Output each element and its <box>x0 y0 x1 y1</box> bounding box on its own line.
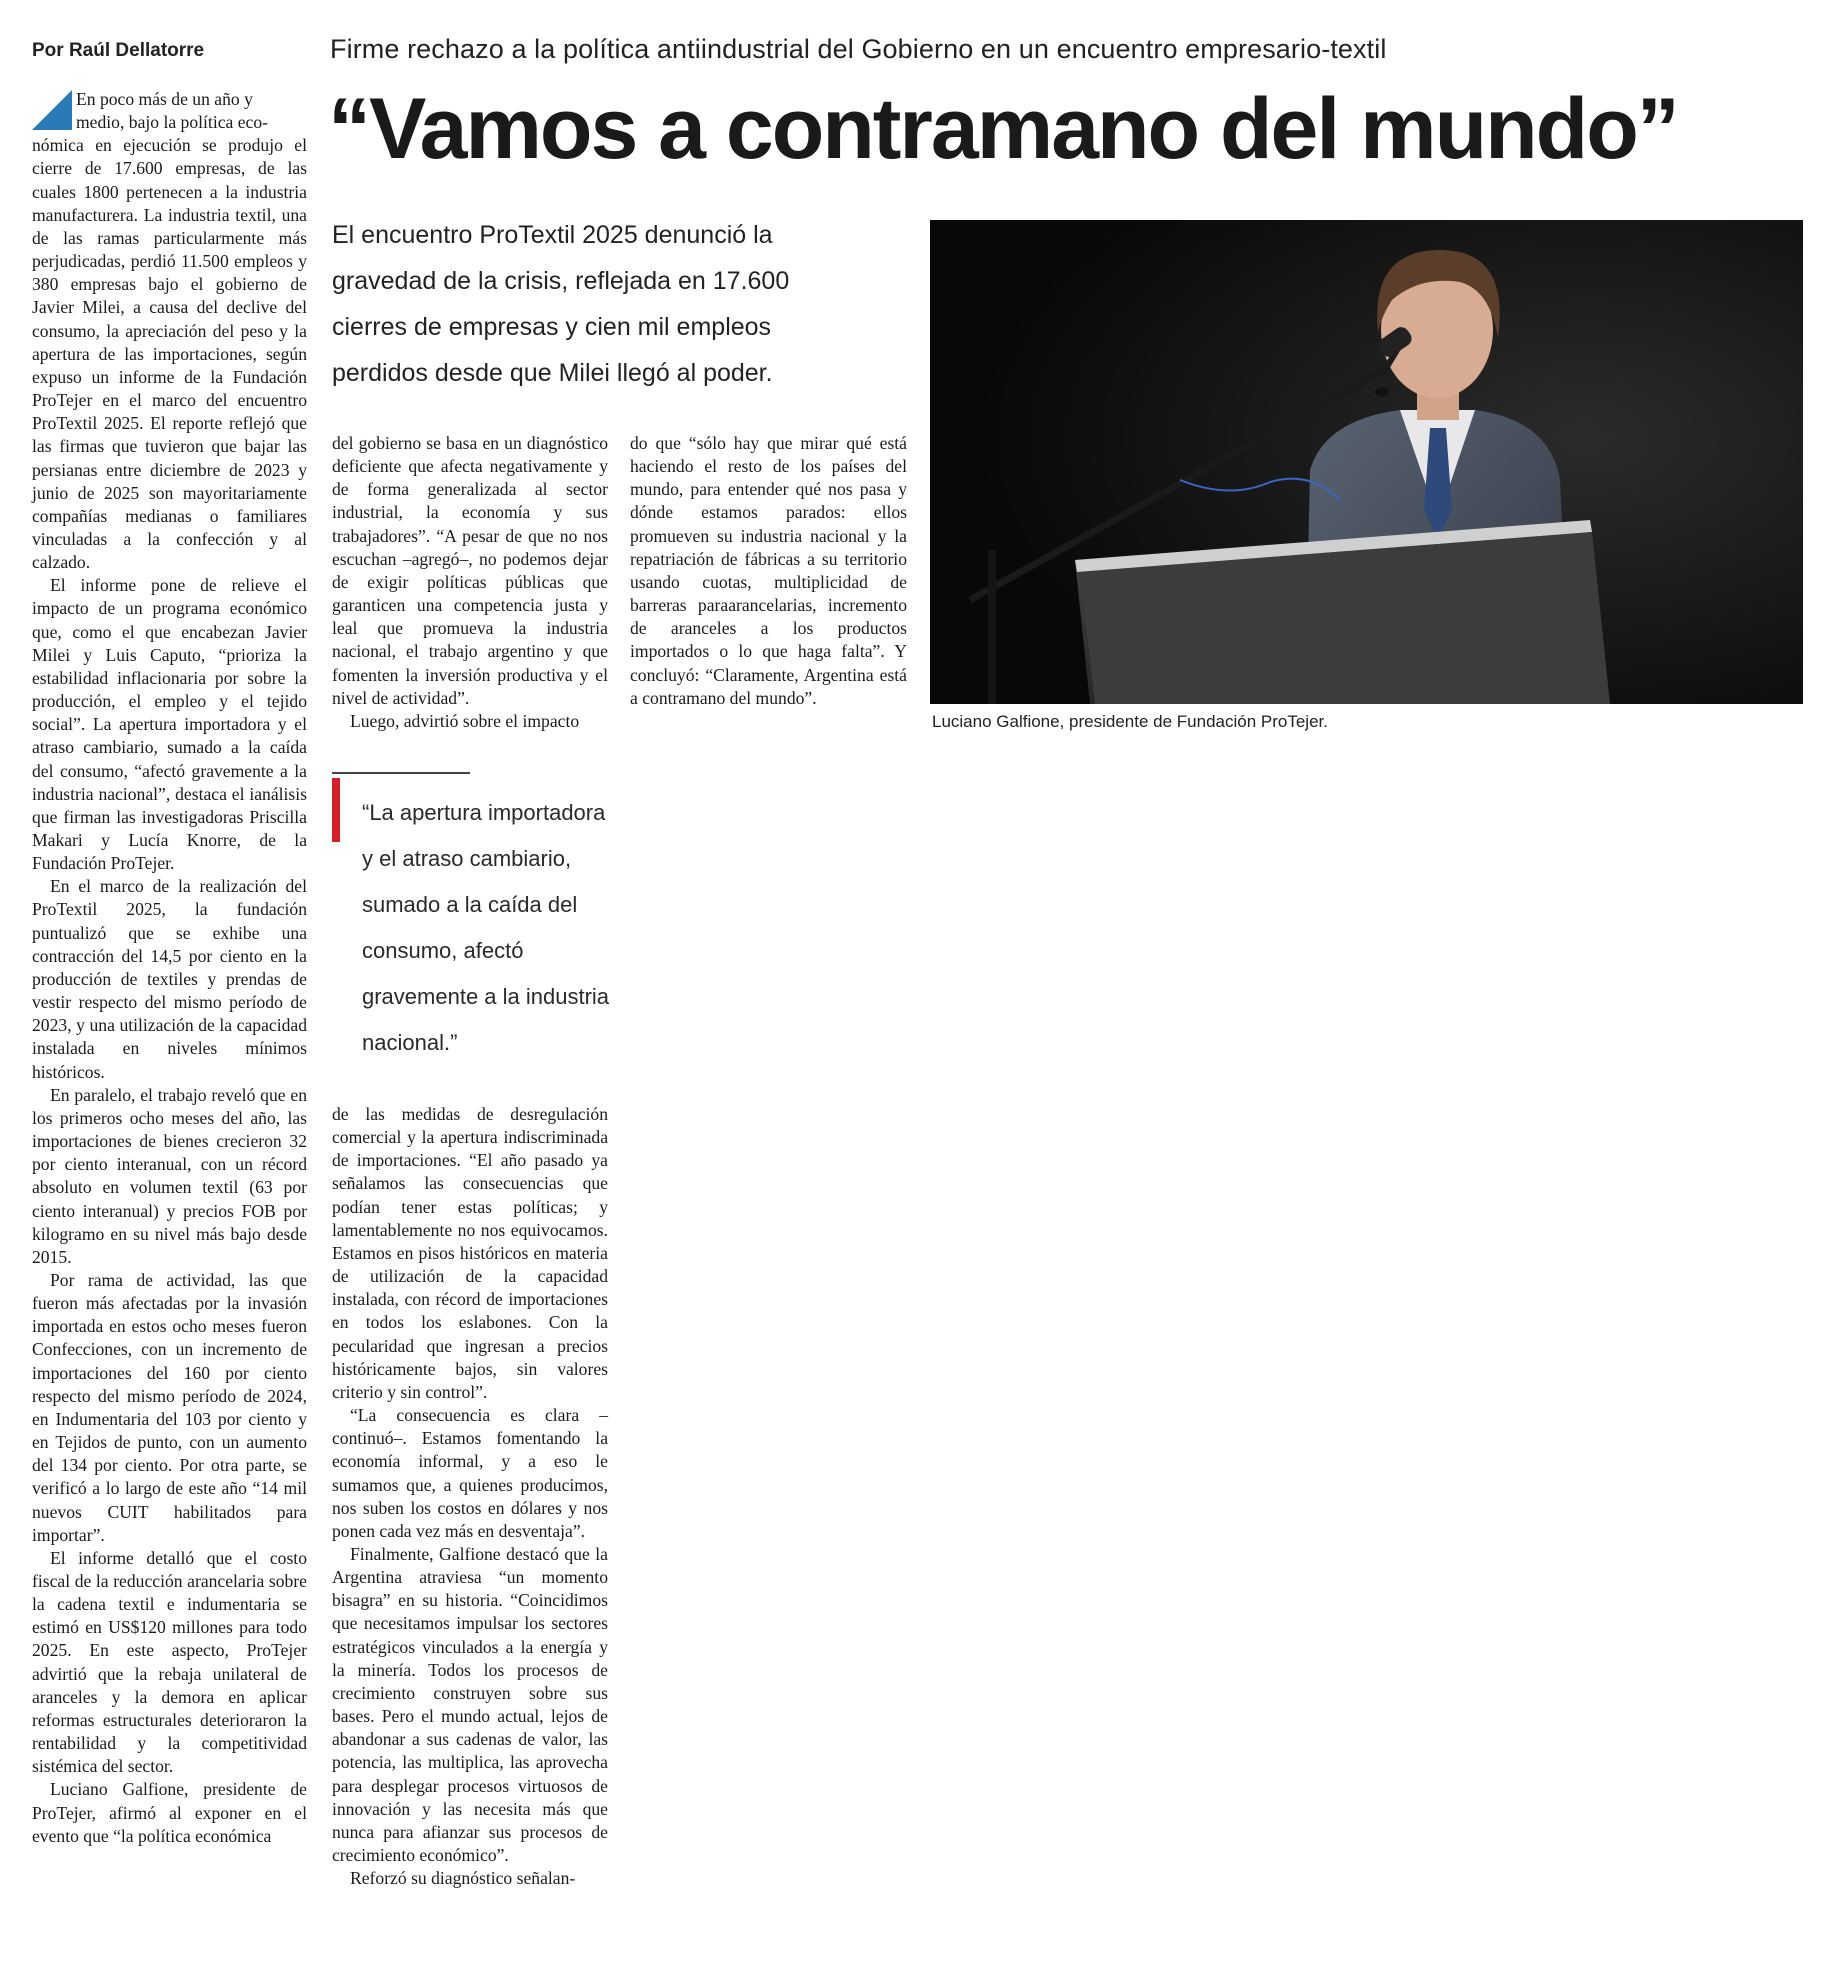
article-column-1 <box>32 88 307 1848</box>
pull-quote-rule <box>332 772 470 774</box>
col2-paragraph-1: del gobierno se basa en un diagnóstico deficiente que afecta negativamente y de forma generalizada al sector industrial, la economía y sus trabajadores”. “A pesar de que no nos escuchan –agregó–, no podemos dejar de exigir políticas públicas que garanticen una competencia justa y leal que promueva la industria nacional, el trabajo argentino y que fomenten la inversión productiva y el nivel de actividad”. <box>332 433 608 708</box>
headline: “Vamos a contramano del mundo” <box>328 81 1678 177</box>
col1-paragraph-1: nómica en ejecución se produjo el cierre de 17.600 empresas, de las cuales 1800 pertenecen a la industria manufacturera. La industria textil, una de las ramas particularmente más perjudicadas, perdió 11.500 empleos y 380 empresas bajo el gobierno de Javier Milei, a causa del declive del consumo, la apreciación del peso y la apertura de las importaciones, según expuso un informe de la Fundación ProTejer en el marco del encuentro ProTextil 2025. El reporte reflejó que las firmas que tuvieron que bajar las persianas entre diciembre de 2023 y junio de 2025 son mayoritariamente compañías medianas o familiares vinculadas a la confección y al calzado. <box>32 135 307 573</box>
article-column-2-top <box>332 432 608 733</box>
col1-paragraph-3: En el marco de la realización del ProTextil 2025, la fundación puntualizó que se exhibe una contracción del 14,5 por ciento en la producción de textiles y prendas de vestir respecto del mismo período de 2023, y una utilización de la capacidad instalada en niveles mínimos históricos. <box>32 876 307 1082</box>
col1-paragraph-4: En paralelo, el trabajo reveló que en los primeros ocho meses del año, las importaciones de bienes crecieron 32 por ciento interanual, con un récord absoluto en volumen textil (63 por ciento interanual) y precios FOB por kilogramo en su nivel más bajo desde 2015. <box>32 1084 307 1267</box>
article-column-2-bottom <box>332 1103 608 1890</box>
pull-quote-accent-bar <box>332 778 340 842</box>
kicker: Firme rechazo a la política antiindustrial del Gobierno en un encuentro empresario-textil <box>330 34 1387 64</box>
col1-paragraph-7: Luciano Galfione, presidente de ProTejer, afirmó al exponer en el evento que “la política económica <box>32 1779 307 1846</box>
pull-quote: “La apertura importadora y el atraso cambiario, sumado a la caída del consumo, afectó gravemente a la industria nacional.” <box>362 800 610 1055</box>
col1-second-line: medio, bajo la política eco- <box>76 112 268 133</box>
lede: El encuentro ProTextil 2025 denunció la gravedad de la crisis, reflejada en 17.600 cierres de empresas y cien mil empleos perdidos desde que Milei llegó al poder. <box>332 221 790 387</box>
col2-paragraph-3: de las medidas de desregulación comercial y la apertura indiscriminada de importaciones. “El año pasado ya señalamos las consecuencias que podían tener estas políticas; y lamentablemente no nos equivocamos. Estamos en pisos históricos en materia de utilización de la capacidad instalada, con récord de importaciones en todos los eslabones. Con la pecularidad que ingresan a precios históricamente bajos, sin valores criterio y sin control”. <box>332 1104 608 1402</box>
col3-paragraph-1: do que “sólo hay que mirar qué está haciendo el resto de los países del mundo, para entender qué nos pasa y dónde estamos parados: ellos promueven su industria nacional y la repatriación de fábricas a su territorio usando cuotas, multiplicidad de barreras paraarancelarias, incremento de aranceles a los productos importados o lo que haga falta”. Y concluyó: “Claramente, Argentina está a contramano del mundo”. <box>630 433 907 708</box>
speaker-photo <box>930 220 1803 704</box>
article-column-3 <box>630 432 907 710</box>
col1-paragraph-2: El informe pone de relieve el impacto de un programa económico que, como el que encabezan Javier Milei y Luis Caputo, “prioriza la estabilidad inflacionaria por sobre la producción, el empleo y el tejido social”. La apertura importadora y el atraso cambiario, sumado a la caída del consumo, “afectó gravemente a la industria nacional”, destaca el ianálisis que firman las investigadoras Priscilla Makari y Lucía Knorre, de la Fundación ProTejer. <box>32 575 307 874</box>
col1-paragraph-6: El informe detalló que el costo fiscal de la reducción arancelaria sobre la cadena textil e indumentaria se estimó en US$120 millones para todo 2025. En este aspecto, ProTejer advirtió que la rebaja unilateral de aranceles y la demora en aplicar reformas estructurales deterioraron la rentabilidad y la competitividad sistémica del sector. <box>32 1547 307 1777</box>
photo-caption: Luciano Galfione, presidente de Fundación ProTejer. <box>932 712 1328 731</box>
speaker-illustration <box>930 220 1803 704</box>
col1-paragraph-5: Por rama de actividad, las que fueron más afectadas por la invasión importada en estos ocho meses fueron Confecciones, con un incremento de importaciones del 160 por ciento respecto del mismo período de 2024, en Indumentaria del 103 por ciento y en Tejidos de punto, con un aumento del 134 por ciento. Por otra parte, se verificó a lo largo de este año “14 mil nuevos CUIT habilitados para importar”. <box>32 1269 307 1545</box>
col2-paragraph-2: Luego, advirtió sobre el impacto <box>350 710 580 731</box>
col2-paragraph-5: Finalmente, Galfione destacó que la Argentina atraviesa “un momento bisagra” en su historia. “Coincidimos que necesitamos impulsar los sectores estratégicos vinculados a la energía y la minería. Todos los procesos de crecimiento construyen sobre sus bases. Pero el mundo actual, lejos de abandonar a sus cadenas de valor, las potencia, las multiplica, las aprovecha para desplegar procesos virtuosos de innovación y las necesita más que nunca para afianzar sus procesos de crecimiento económico”. <box>332 1543 608 1865</box>
col2-paragraph-4: “La consecuencia es clara –continuó–. Estamos fomentando la economía informal, y a eso le sumamos que, a quienes producimos, nos suben los costos en dólares y nos ponen cada vez más en desventaja”. <box>332 1405 608 1541</box>
byline: Por Raúl Dellatorre <box>32 40 205 61</box>
col2-paragraph-6: Reforzó su diagnóstico señalan- <box>350 1868 576 1889</box>
col1-first-line: En poco más de un año y <box>76 89 253 109</box>
